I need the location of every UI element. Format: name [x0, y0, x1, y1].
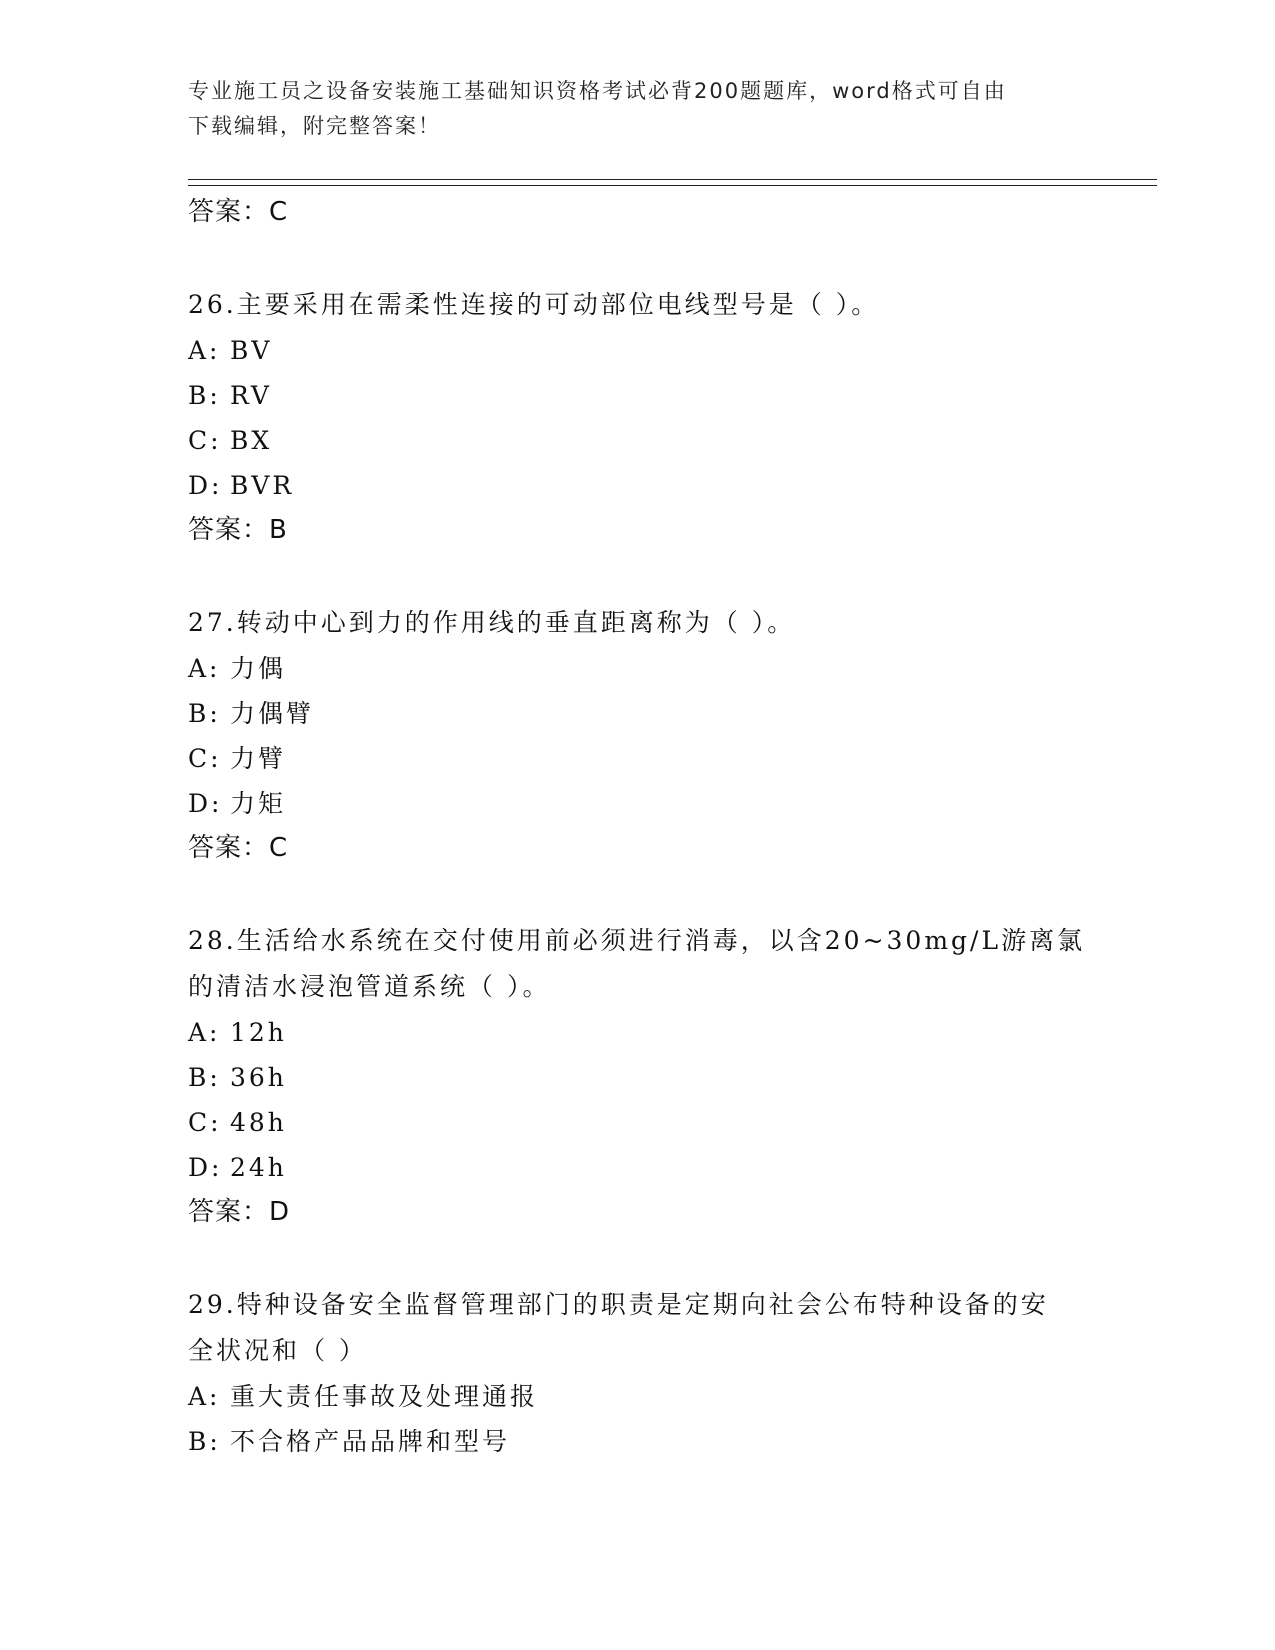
- question-28: [188, 918, 1157, 1235]
- option-label: A:: [188, 654, 221, 683]
- option-text: BVR: [230, 471, 295, 500]
- option-c: [188, 418, 1157, 463]
- question-text-line-2: 的清洁水浸泡管道系统（ ）。: [188, 972, 551, 1001]
- question-text-line-2: 全状况和（ ）: [188, 1336, 367, 1365]
- option-label: D:: [188, 1153, 223, 1182]
- option-text: 24h: [230, 1153, 287, 1182]
- option-a: [188, 328, 1157, 373]
- option-label: B:: [188, 1063, 221, 1092]
- question-27: [188, 600, 1157, 871]
- option-text: 力臂: [230, 744, 287, 773]
- option-label: D:: [188, 471, 223, 500]
- option-label: B:: [188, 699, 221, 728]
- question-text: 27.转动中心到力的作用线的垂直距离称为（ ）。: [188, 608, 796, 637]
- option-c: [188, 736, 1157, 781]
- option-label: B:: [188, 381, 221, 410]
- question-list: [188, 190, 1157, 1464]
- option-label: C:: [188, 426, 222, 455]
- option-text: BV: [230, 336, 273, 365]
- option-text: 力偶: [230, 654, 287, 683]
- option-label: A:: [188, 1382, 221, 1411]
- option-d: [188, 1145, 1157, 1190]
- option-b: [188, 1055, 1157, 1100]
- option-label: C:: [188, 744, 222, 773]
- answer-28: 答案：D: [188, 1197, 291, 1227]
- option-d: [188, 463, 1157, 508]
- question-text-line-1: 28.生活给水系统在交付使用前必须进行消毒，以含20~30mg/L游离氯: [188, 926, 1086, 955]
- option-text: 力偶臂: [230, 699, 315, 728]
- header-divider: [188, 179, 1157, 186]
- option-d: [188, 781, 1157, 826]
- option-label: A:: [188, 1018, 221, 1047]
- question-26: [188, 282, 1157, 553]
- header-line-2: 下载编辑，附完整答案！: [188, 114, 441, 138]
- header-line-1: 专业施工员之设备安装施工基础知识资格考试必背200题题库，word格式可自由: [188, 79, 1007, 103]
- option-c: [188, 1100, 1157, 1145]
- option-text: RV: [230, 381, 272, 410]
- option-a: [188, 1374, 1157, 1419]
- option-text: 12h: [230, 1018, 287, 1047]
- option-a: [188, 1010, 1157, 1055]
- question-29: [188, 1282, 1157, 1464]
- answer-27: 答案：C: [188, 833, 289, 863]
- previous-answer: 答案：C: [188, 197, 289, 227]
- option-label: B:: [188, 1427, 221, 1456]
- option-label: C:: [188, 1108, 222, 1137]
- option-text: 不合格产品品牌和型号: [230, 1427, 511, 1456]
- option-text: 36h: [230, 1063, 287, 1092]
- question-text-line-1: 29.特种设备安全监督管理部门的职责是定期向社会公布特种设备的安: [188, 1290, 1049, 1319]
- option-text: 力矩: [230, 789, 287, 818]
- question-text: 26.主要采用在需柔性连接的可动部位电线型号是（ ）。: [188, 290, 880, 319]
- option-b: [188, 373, 1157, 418]
- option-text: 48h: [230, 1108, 287, 1137]
- answer-26: 答案：B: [188, 515, 288, 545]
- option-b: [188, 691, 1157, 736]
- option-label: A:: [188, 336, 221, 365]
- option-text: BX: [230, 426, 273, 455]
- option-b: [188, 1419, 1157, 1464]
- option-a: [188, 646, 1157, 691]
- option-label: D:: [188, 789, 223, 818]
- document-header: [188, 74, 1068, 144]
- option-text: 重大责任事故及处理通报: [230, 1382, 539, 1411]
